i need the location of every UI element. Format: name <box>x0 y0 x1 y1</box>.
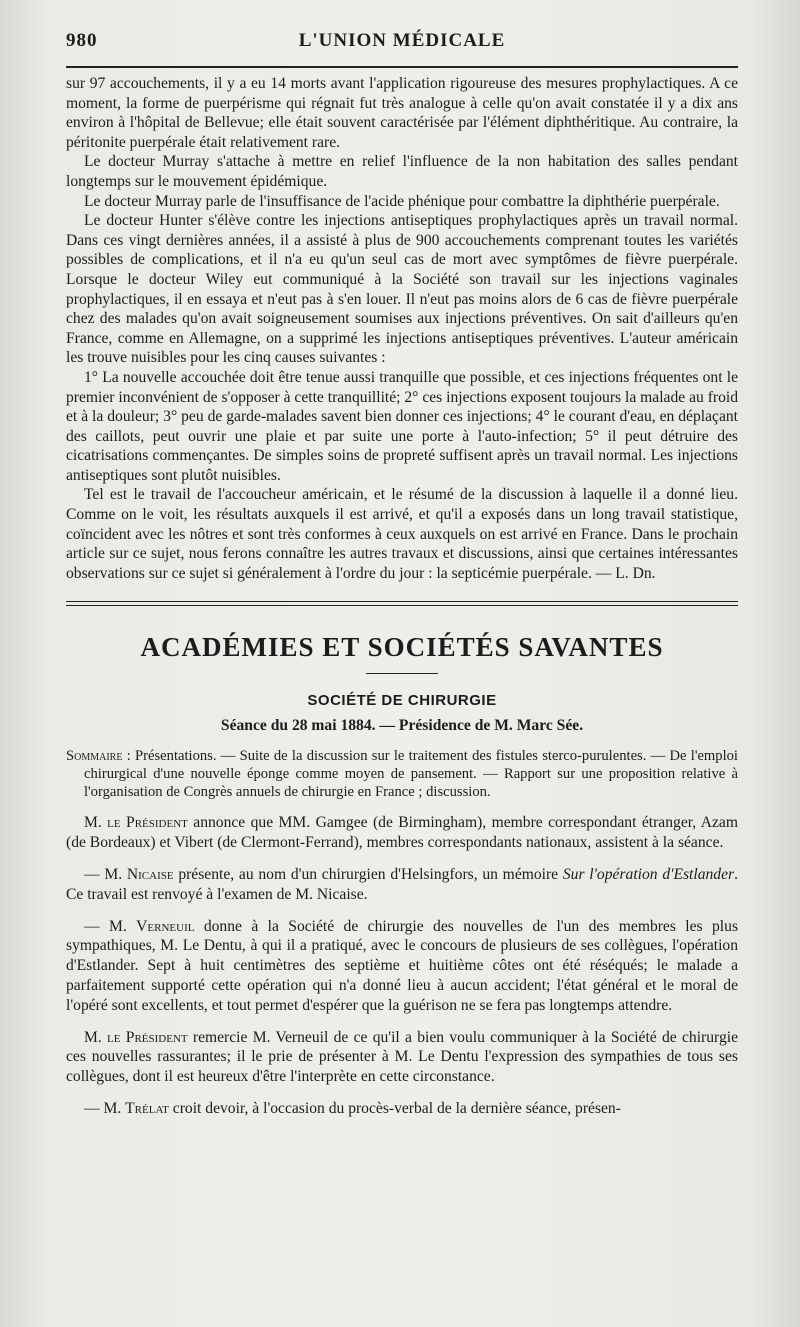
article-body <box>66 74 738 583</box>
page-number: 980 <box>66 30 98 51</box>
minutes-paragraph <box>66 917 738 1016</box>
speaker-name: Verneuil <box>136 917 195 935</box>
article-paragraph: Le docteur Murray parle de l'insuffisance de l'acide phénique pour combattre la diphthérie puerpérale. <box>84 192 720 210</box>
minutes-paragraph <box>66 813 738 853</box>
seance-line: Séance du 28 mai 1884. — Présidence de M. Marc Sée. <box>220 717 584 735</box>
minutes-dash: — M. <box>84 917 137 935</box>
minutes-text: annonce que MM. Gamgee (de Birmingham), membre correspondant étranger, Azam (de Bordeaux) et Vibert (de Clermont-Ferrand), membres correspondants nationaux, assistent à la séance. <box>66 814 738 852</box>
section-title: ACADÉMIES ET SOCIÉTÉS SAVANTES <box>140 632 664 663</box>
running-head <box>66 22 738 62</box>
journal-title: L'UNION MÉDICALE <box>298 30 506 51</box>
section-divider <box>66 601 738 606</box>
title-rule <box>366 673 438 674</box>
speaker-name: M. le Président <box>84 814 188 832</box>
minutes-text: présente, au nom d'un chirurgien d'Helsingfors, un mémoire <box>173 866 563 884</box>
speaker-name: Nicaise <box>126 866 174 884</box>
header-rule <box>66 66 738 68</box>
minutes-text: . Ce travail est renvoyé à l'examen de M. Nicaise. <box>66 866 738 903</box>
minutes-text: remercie M. Verneuil de ce qu'il a bien voulu communiquer à la Société de chirurgie ces nouvelles rassurantes; il le prie de présenter à M. Le Dentu l'expression des sympathies de tous ses collègues, dont il est heureux d'être l'interprète en cette circonstance. <box>66 1028 738 1086</box>
article-paragraph: Tel est le travail de l'accoucheur américain, et le résumé de la discussion à laquelle il a donné lieu. Comme on le voit, les résultats auxquels il est arrivé, et qu'il a exposés dans un long travail statistique, coïncident avec les nôtres et sont très conformes à ceux auxquels on est arrivé en France. Dans le prochain article sur ce sujet, nous ferons connaître les autres travaux et discussions, ainsi que certaines intéressantes observations sur ce sujet si généralement à l'ordre du jour : la septicémie puerpérale. — L. Dn. <box>66 486 738 582</box>
sommaire <box>66 747 738 801</box>
memoir-title: Sur l'opération d'Estlander <box>562 866 735 884</box>
article-paragraph: 1° La nouvelle accouchée doit être tenue aussi tranquille que possible, et ces injections fréquentes ont le premier inconvénient de s'opposer à cette tranquillité; 2° ces injections exposent toujours la malade au froid et à la douleur; 3° peu de garde-malades savent bien donner ces injections; 4° le courant d'eau, en déplaçant des caillots, peut ouvrir une plaie et par suite une porte à l'auto-infection; 5° il peut détruire des cicatrisations commençantes. De simples soins de propreté suffisent après un travail normal. Les injections antiseptiques sont plutôt nuisibles. <box>66 368 739 484</box>
article-paragraph: Le docteur Hunter s'élève contre les injections antiseptiques prophylactiques après un travail normal. Dans ces vingt dernières années, il a assisté à plus de 900 accouchements comprenant toutes les variétés possibles de complications, et il n'a eu qu'un seul cas de mort avec symptômes de fièvre puerpérale. Lorsque le docteur Wiley eut communiqué à la Société son travail sur les injections vaginales prophylactiques, il en essaya et n'eut pas à s'en louer. Il n'eut pas moins alors de 6 cas de fièvre puerpérale chez des malades qu'on avait soigneusement soumises aux injections préventives. On sait d'ailleurs qu'en France, comme en Allemagne, on a supprimé les injections antiseptiques préventives. L'auteur américain les trouve nuisibles pour les cinq causes suivantes : <box>66 212 738 367</box>
sommaire-text: : Présentations. — Suite de la discussion sur le traitement des fistules sterco-purulentes. — De l'emploi chirurgical d'une nouvelle éponge comme moyen de pansement. — Rapport sur une proposition relative à l'organisation de Congrès annuels de chirurgie en France ; discussion. <box>84 748 738 801</box>
minutes-paragraph <box>66 1099 738 1119</box>
article-paragraph: Le docteur Murray s'attache à mettre en relief l'influence de la non habitation des salles pendant longtemps sur le mouvement épidémique. <box>66 153 738 190</box>
minutes-paragraph <box>66 865 738 905</box>
sommaire-label: Sommaire <box>66 748 123 765</box>
minutes-dash: — M. <box>84 866 127 884</box>
article-paragraph: sur 97 accouchements, il y a eu 14 morts avant l'application rigoureuse des mesures prophylactiques. A ce moment, la forme de puerpérisme qui régnait fut très analogue à celle qu'on avait constatée il y a dix ans environ à l'hôpital de Bellevue; elle était souvent caractérisée par l'élément diphthéritique. Au contraire, la péritonite puerpérale était relativement rare. <box>66 75 738 151</box>
minutes-text: croit devoir, à l'occasion du procès-verbal de la dernière séance, présen- <box>168 1100 621 1117</box>
society-name: SOCIÉTÉ DE CHIRURGIE <box>307 692 497 710</box>
minutes-paragraph <box>66 1028 738 1087</box>
minutes-text: donne à la Société de chirurgie des nouvelles de l'un des membres les plus sympathiques, M. Le Dentu, à qui il a pratiqué, avec le concours de plusieurs de ses collègues, l'opération d'Estlander. Sept à huit centimètres des septième et huitième côtes ont été réséqués; le malade a parfaitement supporté cette opération qui n'a donné lieu à aucun accident; l'état général et le moral de l'opéré sont excellents, et tout permet d'espérer que la guérison ne se fera pas longtemps attendre. <box>66 917 739 1014</box>
minutes-dash: — M. <box>84 1100 126 1117</box>
speaker-name: M. le Président <box>84 1028 188 1046</box>
speaker-name: Trélat <box>125 1100 169 1117</box>
